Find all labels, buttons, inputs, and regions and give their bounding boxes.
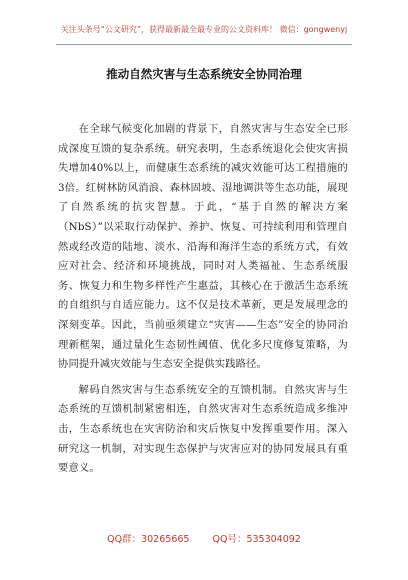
document-body	[58, 120, 348, 485]
paragraph-1: 在全球气候变化加剧的背景下，自然灾害与生态安全已形成深度互馈的复杂系统。研究表明，生态系统退化会使灾害损失增加40%以上，而健康生态系统的减灾效能可达工程措施的3倍。红树林防风消浪、森林固坡、湿地调洪等生态功能，展现了自然系统的抗灾智慧。于此，“基于自然的解决方案（NbS）”以采取行动保护、养护、恢复、可持续利用和管理自然或经改造的陆地、淡水、沿海和海洋生态的系统方式，有效应对社会、经济和环境挑战，同时对人类福祉、生态系统服务、恢复力和生物多样性产生惠益，其核心在于激活生态系统的自组织与自适应能力。这不仅是技术革新，更是发展理念的深刻变革。因此，当前亟须建立“灾害——生态”安全的协同治理新框架，通过量化生态韧性阈值、优化多尺度修复策略，为协同提升减灾效能与生态安全提供实践路径。	[58, 123, 348, 371]
document-title: 推动自然灾害与生态系统安全协同治理	[106, 67, 302, 81]
paragraph-2: 解码自然灾害与生态系统安全的互馈机制。自然灾害与生态系统的互馈机制紧密相连，自然灾害对生态系统造成多维冲击，生态系统也在灾害防治和灾后恢复中发挥重要作用。深入研究这一机制，对实现生态保护与灾害应对的协同发展具有重要意义。	[58, 383, 348, 475]
footer-qq-number: QQ号：535304092	[212, 534, 301, 545]
header-divider	[56, 44, 352, 45]
page-header-banner: 关注头条号“公文研究”，获得最新最全最专业的公文资料库！ 微信：gongwenyj	[60, 25, 348, 34]
footer-qq-group: QQ群：30265665	[107, 534, 190, 545]
page-footer	[0, 531, 408, 545]
